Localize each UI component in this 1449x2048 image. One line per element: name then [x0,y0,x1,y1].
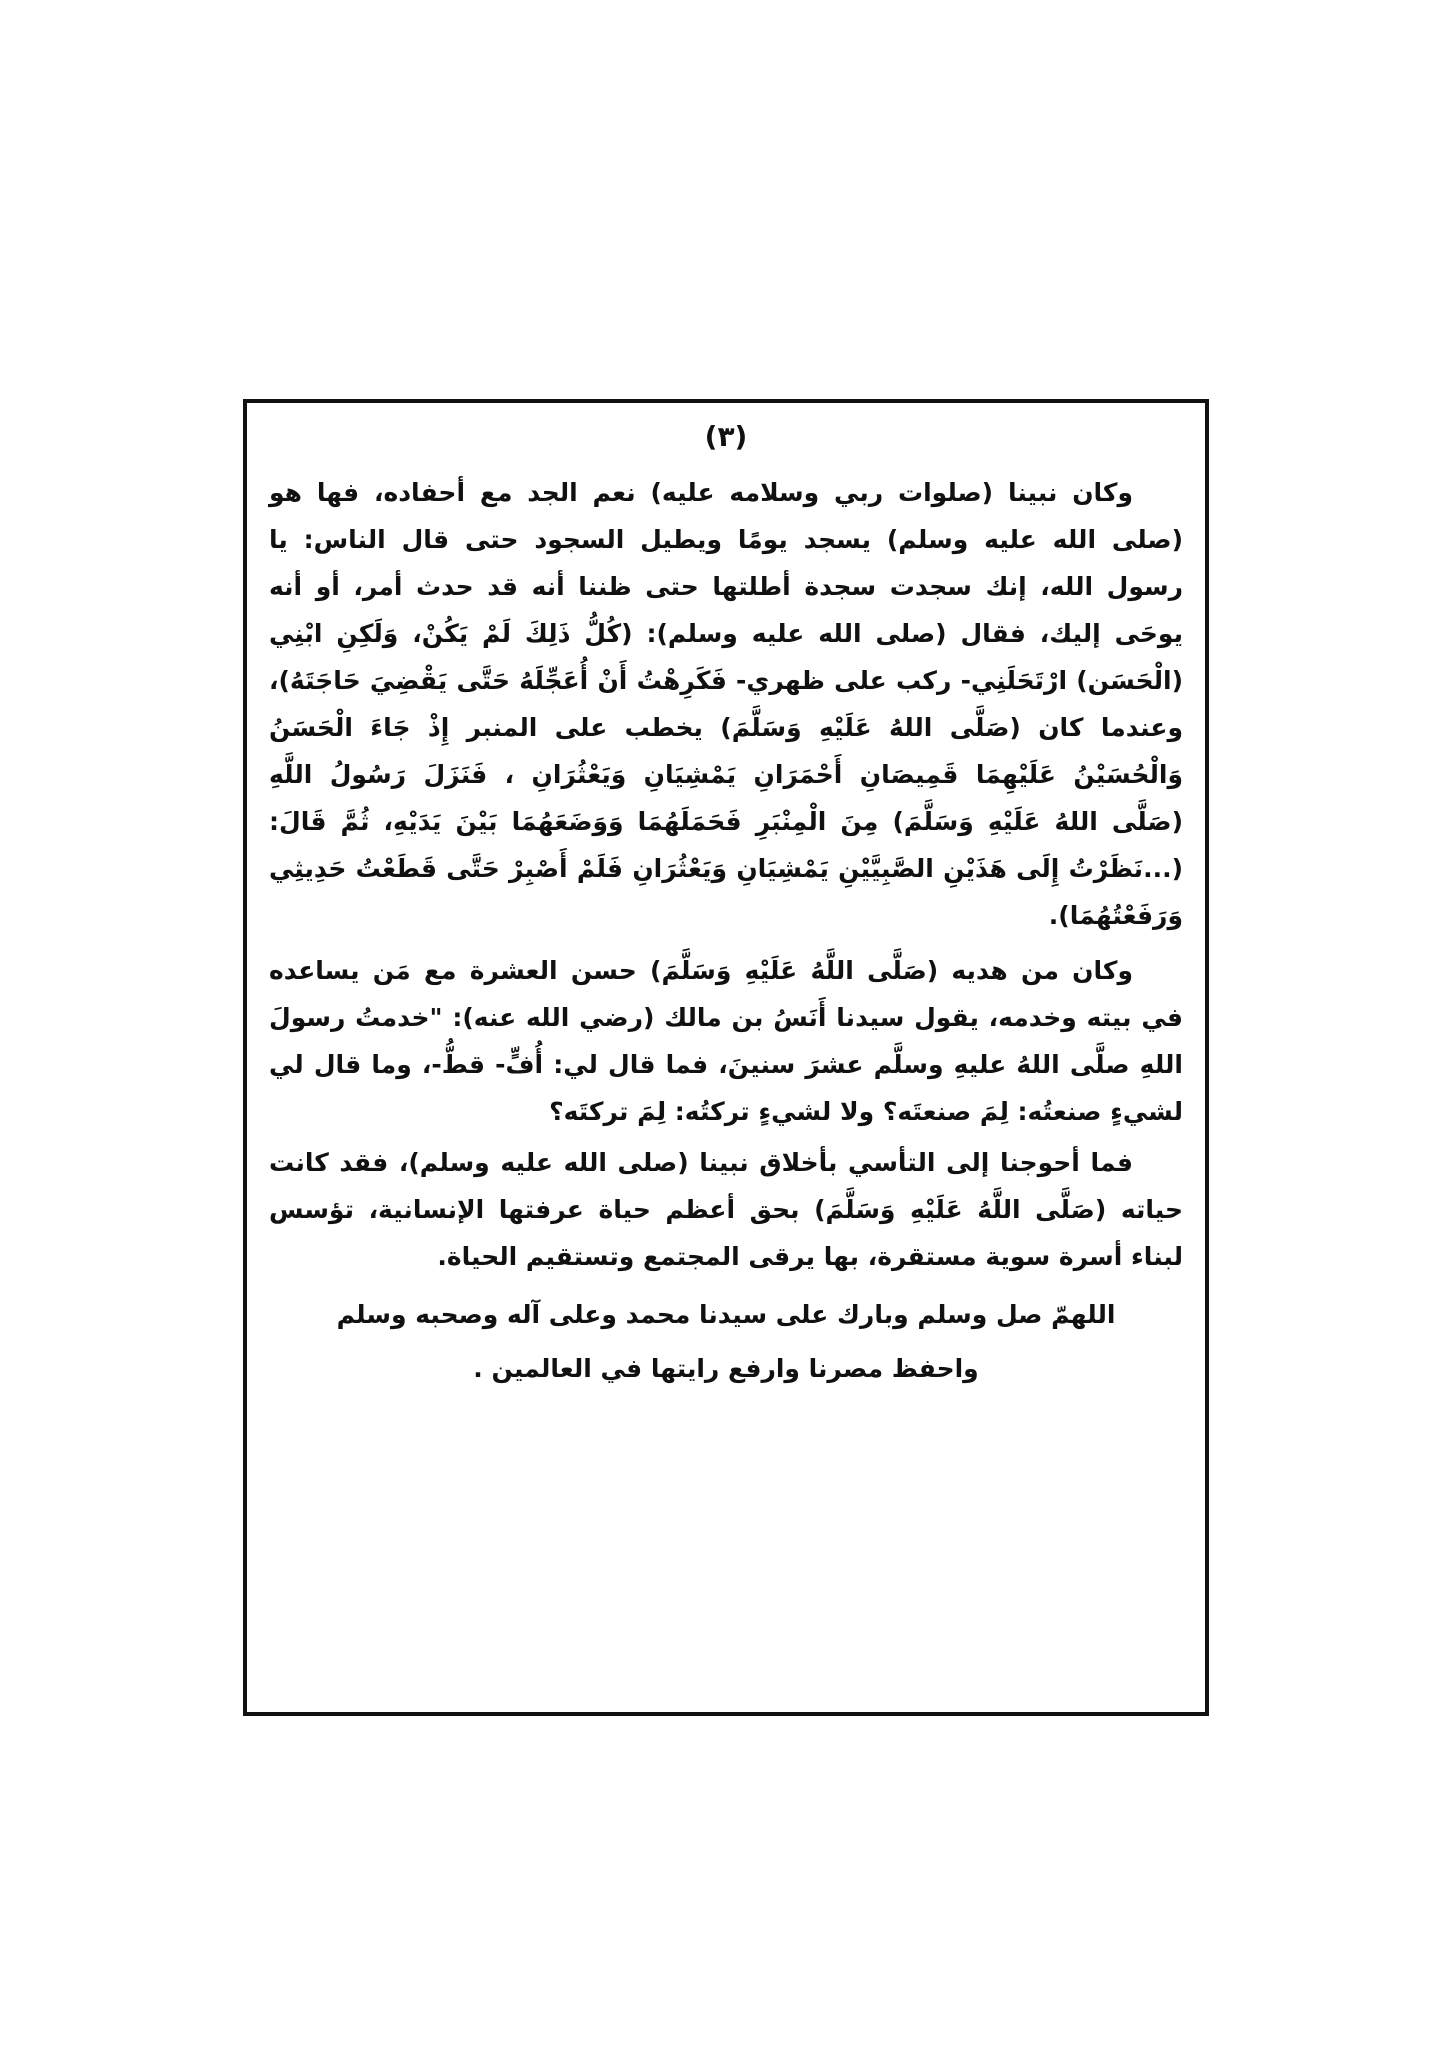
paragraph-servants: وكان من هديه (صَلَّى اللَّهُ عَلَيْهِ وَسَلَّمَ) حسن العشرة مع مَن يساعده في بيته وخدمه، يقول سيدنا أَنَسُ بن مالك (رضي الله عنه): "خدمتُ رسولَ اللهِ صلَّى اللهُ عليهِ وسلَّم عشرَ سنينَ، فما قال لي: أُفٍّ- قطُّ-، وما قال لي لشيءٍ صنعتُه: لِمَ صنعتَه؟ ولا لشيءٍ تركتُه: لِمَ تركتَه؟ [269,956,1183,1126]
document-body [269,469,1183,1396]
closing-prayer-line-2: واحفظ مصرنا وارفع رايتها في العالمين . [473,1354,979,1383]
page-border-frame [243,399,1209,1716]
closing-prayer-line-1: اللهمّ صل وسلم وبارك على سيدنا محمد وعلى آله وصحبه وسلم [336,1300,1116,1329]
closing-prayer [269,1288,1183,1396]
page-number: (٣) [704,420,748,453]
paragraph-grandfather: وكان نبينا (صلوات ربي وسلامه عليه) نعم الجد مع أحفاده، فها هو (صلى الله عليه وسلم) يسجد يومًا ويطيل السجود حتى قال الناس: يا رسول الله، إنك سجدت سجدة أطلتها حتى ظننا أنه قد حدث أمر، أو أنه يوحَى إليك، فقال (صلى الله عليه وسلم): (كُلُّ ذَلِكَ لَمْ يَكُنْ، وَلَكِنِ ابْنِي (الْحَسَن) ارْتَحَلَنِي- ركب على ظهري- فَكَرِهْتُ أَنْ أُعَجِّلَهُ حَتَّى يَقْضِيَ حَاجَتَهُ)، وعندما كان (صَلَّى اللهُ عَلَيْهِ وَسَلَّمَ) يخطب على المنبر إِذْ جَاءَ الْحَسَنُ وَالْحُسَيْنُ عَلَيْهِمَا قَمِيصَانِ أَحْمَرَانِ يَمْشِيَانِ وَيَعْثُرَانِ ، فَنَزَلَ رَسُولُ اللَّهِ (صَلَّى اللهُ عَلَيْهِ وَسَلَّمَ) مِنَ الْمِنْبَرِ فَحَمَلَهُمَا وَوَضَعَهُمَا بَيْنَ يَدَيْهِ، ثُمَّ قَالَ: (...نَظَرْتُ إِلَى هَذَيْنِ الصَّبِيَّيْنِ يَمْشِيَانِ وَيَعْثُرَانِ فَلَمْ أَصْبِرْ حَتَّى قَطَعْتُ حَدِيثِي وَرَفَعْتُهُمَا). [269,478,1183,930]
paragraph-conclusion: فما أحوجنا إلى التأسي بأخلاق نبينا (صلى الله عليه وسلم)، فقد كانت حياته (صَلَّى اللَّهُ عَلَيْهِ وَسَلَّمَ) بحق أعظم حياة عرفتها الإنسانية، تؤسس لبناء أسرة سوية مستقرة، بها يرقى المجتمع وتستقيم الحياة. [269,1148,1183,1271]
